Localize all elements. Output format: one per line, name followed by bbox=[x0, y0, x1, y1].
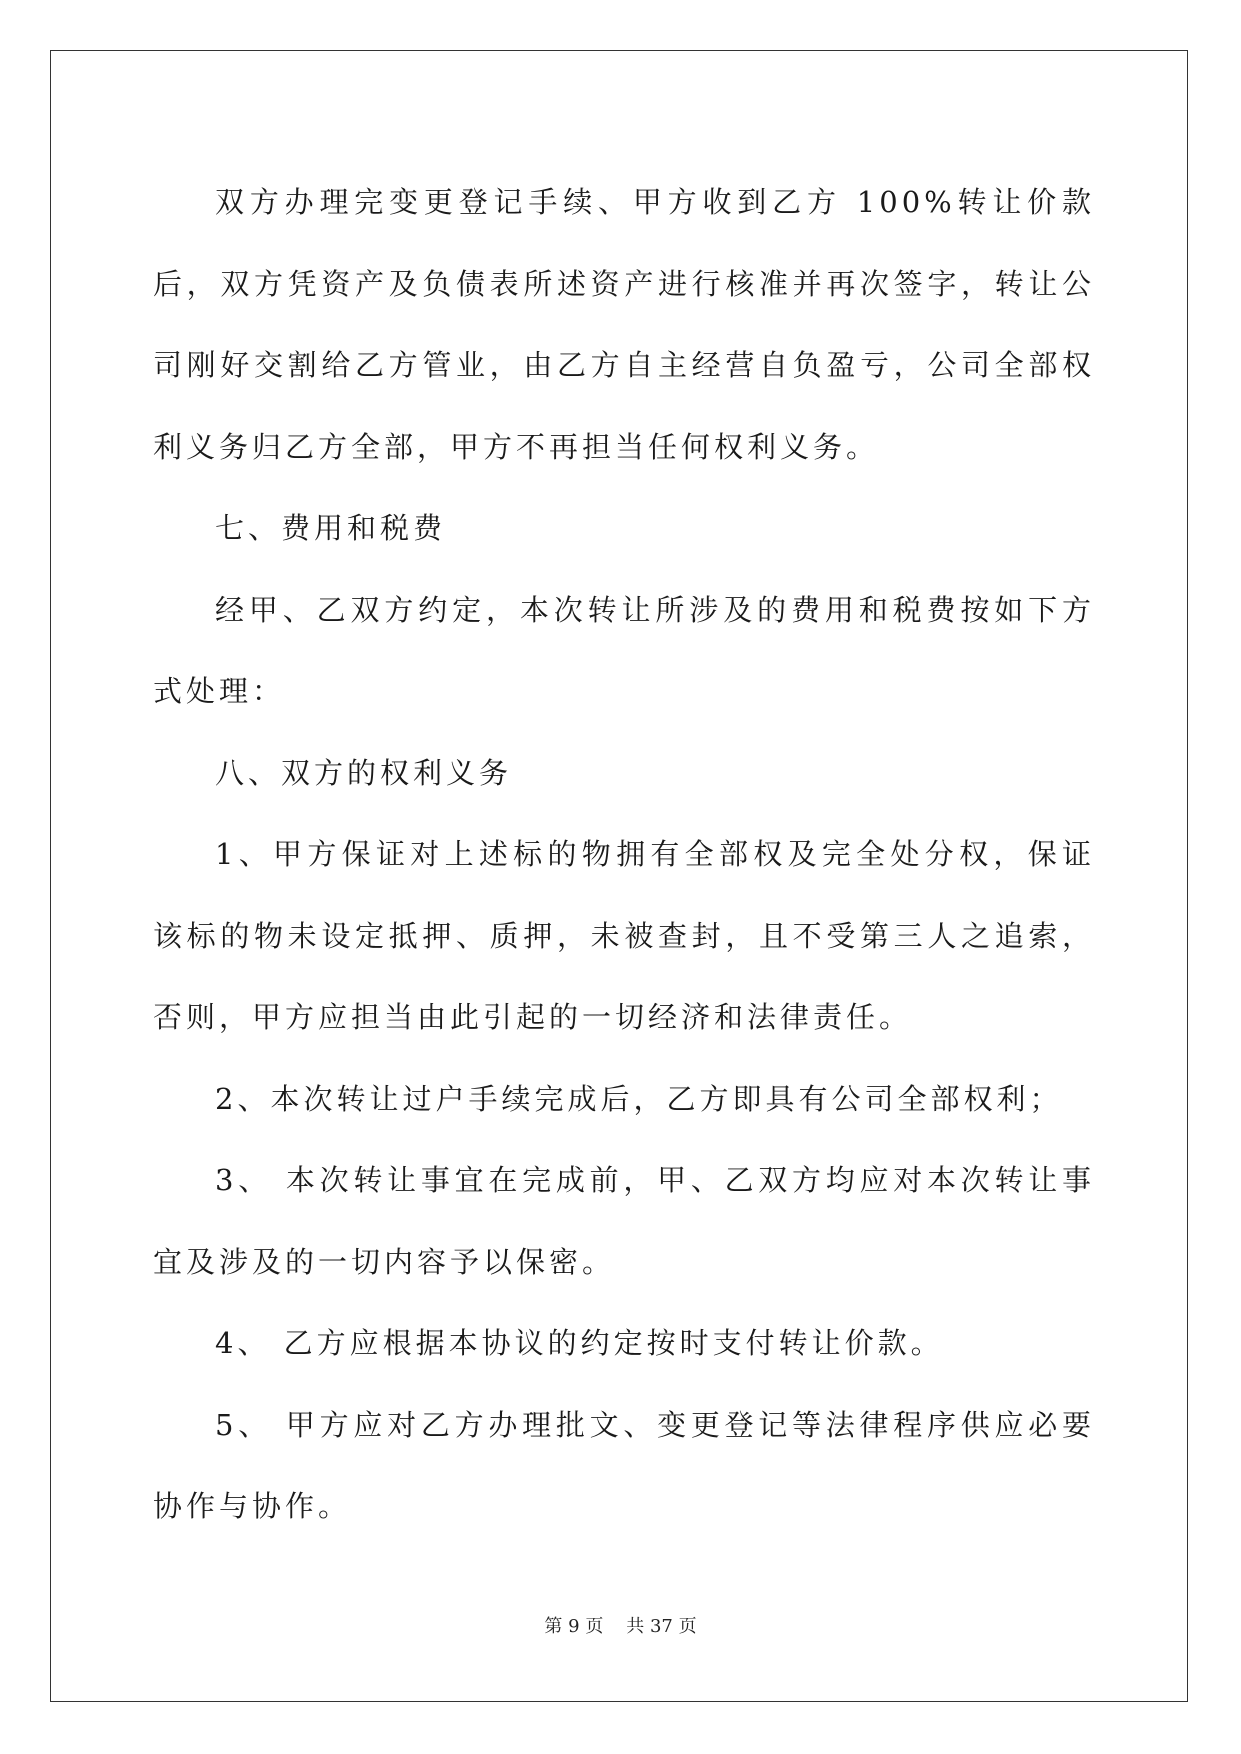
paragraph-fees-agreement: 经甲、乙双方约定，本次转让所涉及的费用和税费按如下方式处理： bbox=[153, 592, 1095, 708]
paragraph-transfer-completion: 双方办理完变更登记手续、甲方收到乙方 100%转让价款后，双方凭资产及负债表所述资产进行核准并再次签字，转让公司刚好交割给乙方管业，由乙方自主经营自负盈亏，公司全部权利义务归乙方全部，甲方不再担当任何权利义务。 bbox=[153, 185, 1095, 464]
document-body bbox=[153, 162, 1095, 1548]
clause-1: 1、甲方保证对上述标的物拥有全部权及完全处分权，保证该标的物未设定抵押、质押，未被查封，且不受第三人之追索，否则，甲方应担当由此引起的一切经济和法律责任。 bbox=[153, 837, 1095, 1034]
section-heading-fees-taxes: 七、费用和税费 bbox=[215, 511, 447, 545]
clause-4: 4、 乙方应根据本协议的约定按时支付转让价款。 bbox=[215, 1326, 944, 1360]
page-total: 共 37 页 bbox=[626, 1616, 697, 1637]
clause-3: 3、 本次转让事宜在完成前，甲、乙双方均应对本次转让事宜及涉及的一切内容予以保密。 bbox=[153, 1163, 1095, 1279]
clause-5: 5、 甲方应对乙方办理批文、变更登记等法律程序供应必要协作与协作。 bbox=[153, 1407, 1095, 1523]
section-heading-rights-obligations: 八、双方的权利义务 bbox=[215, 755, 513, 790]
page-number: 第 9 页 bbox=[544, 1616, 604, 1637]
clause-2: 2、本次转让过户手续完成后，乙方即具有公司全部权利； bbox=[215, 1081, 1063, 1116]
page-footer bbox=[0, 1612, 1241, 1638]
